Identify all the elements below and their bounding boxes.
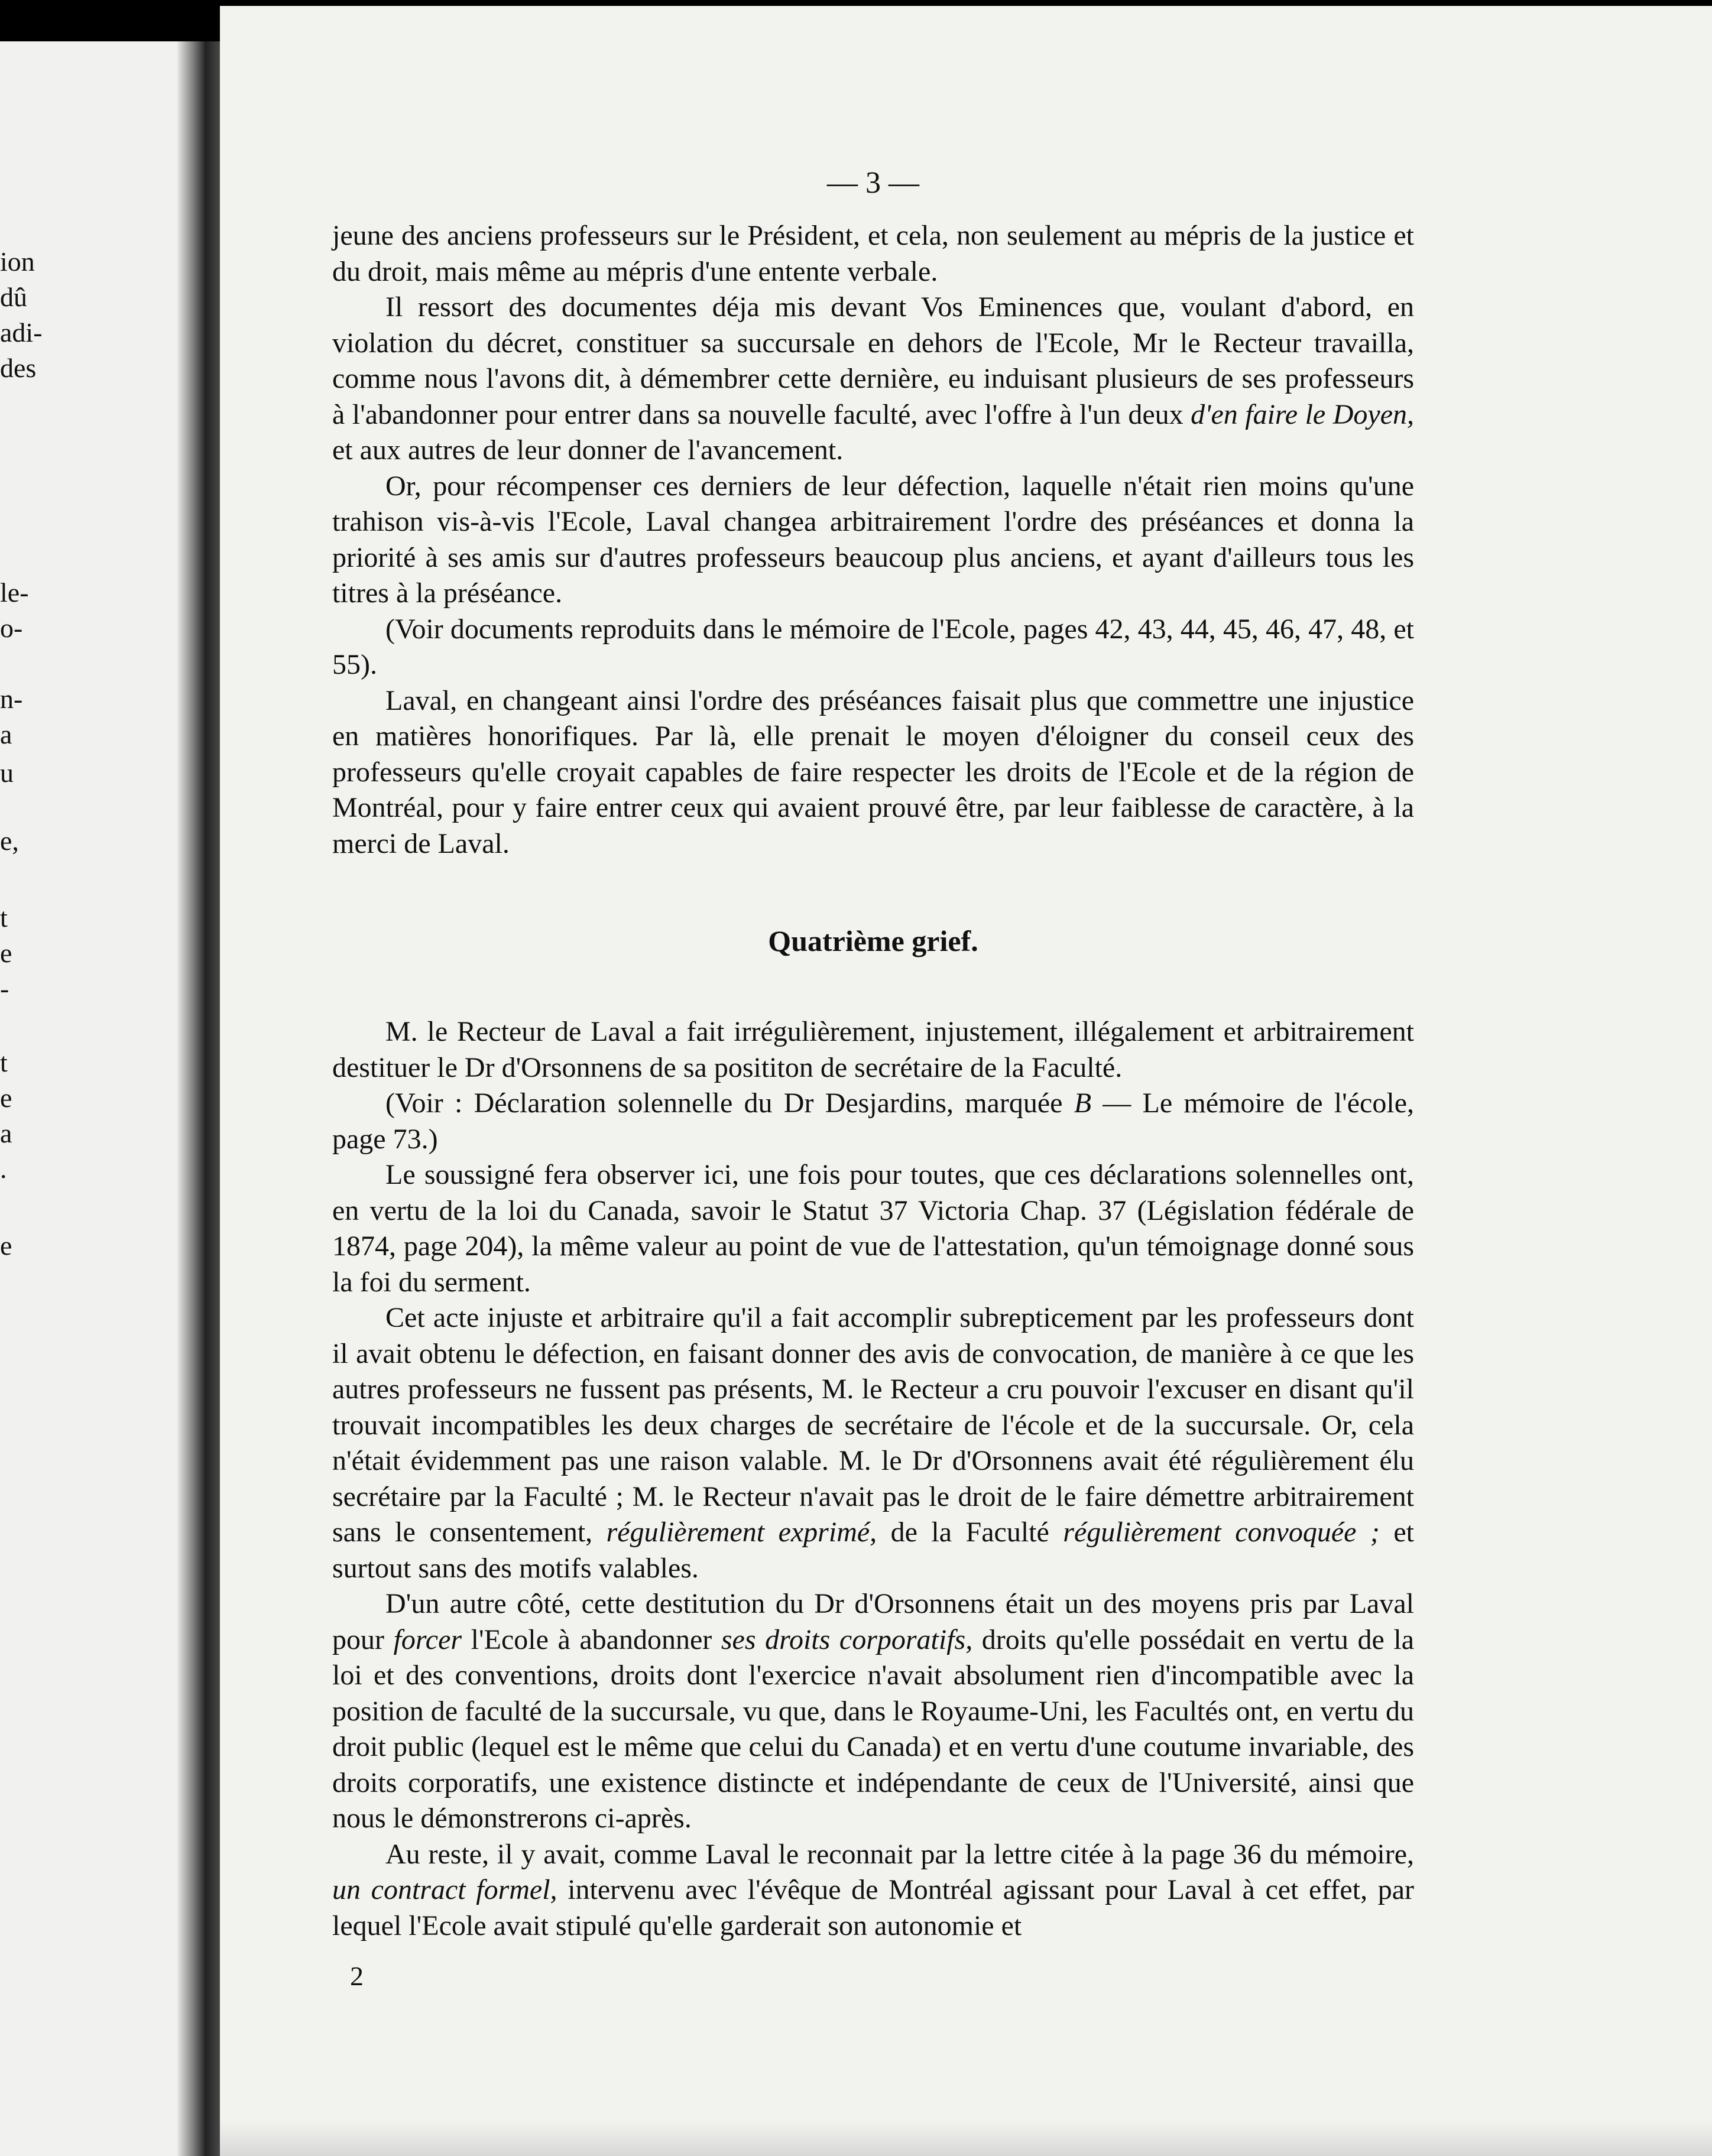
facing-page-fragment: - [0,973,9,1004]
facing-page-fragment: t [0,1047,8,1077]
facing-page-fragment: dû [0,282,27,312]
text-run: Au reste, il y avait, comme Laval le reconnait par la lettre citée à la page 36 du mémoire, [385,1838,1414,1870]
facing-page-fragment: t [0,902,8,933]
facing-page-fragment: a [0,1118,12,1148]
text-run: Cet acte injuste et arbitraire qu'il a fait accomplir subrepticement par les professeurs dont il avait obtenu le défection, en faisant donner des avis de convocation, de manière à ce que les autres professeurs ne fussent pas présents, M. le Recteur a cru pouvoir l'excuser en disant qu'il trouvait incompatibles les deux charges de secrétaire de l'école et de la succursale. Or, cela n'était évidemment pas une raison valable. M. le Dr d'Orsonnens avait été régulièrement élu secrétaire par la Faculté ; M. le Recteur n'avait pas le droit de le faire démettre arbitrairement sans le consentement, [332,1302,1414,1548]
facing-page-fragment: e, [0,826,19,856]
facing-page-fragment: des [0,353,37,383]
italic-run: ses droits corporatifs, [721,1624,973,1655]
facing-page-fragment: le- [0,577,29,608]
page-number: — 3 — [827,166,919,200]
paragraph: M. le Recteur de Laval a fait irrégulièrement, injustement, illégalement et arbitrairement destituer le Dr d'Orsonnens de sa posititon de secrétaire de la Faculté. [332,1016,1414,1083]
text-run: (Voir : Déclaration solennelle du Dr Desjardins, marquée [385,1087,1074,1119]
facing-page-fragment: ion [0,246,35,277]
italic-run: un contract formel, [332,1874,557,1905]
text-run: l'Ecole à abandonner [462,1624,721,1655]
text-run: et surtout sans des motifs valables. [332,1517,1415,1584]
facing-page-fragment: e [0,1230,12,1261]
paragraph: (Voir documents reproduits dans le mémoire de l'Ecole, pages 42, 43, 44, 45, 46, 47, 48, et 55). [332,613,1414,680]
text-run: — Le mémoire de l'école, page 73.) [332,1087,1415,1155]
italic-run: d'en faire le Doyen, [1191,398,1415,430]
paragraph: Le soussigné fera observer ici, une fois pour toutes, que ces déclarations solennelles ont, en vertu de la loi du Canada, savoir le Statut 37 Victoria Chap. 37 (Législation fédérale de 1874, page 204), la même valeur au point de vue de l'attestation, qu'un témoignage donné sous la foi du serment. [332,1159,1414,1298]
paragraph: Or, pour récompenser ces derniers de leur défection, laquelle n'était rien moins qu'une trahison vis-à-vis l'Ecole, Laval changea arbitrairement l'ordre des préséances et donna la priorité à ses amis sur d'autres professeurs beaucoup plus anciens, et ayant d'ailleurs tous les titres à la préséance. [332,470,1414,609]
text-run: de la Faculté [877,1517,1063,1548]
page-body [332,165,1414,1992]
facing-page-fragment: e [0,1083,12,1113]
page-edge-shadow [220,2121,1712,2156]
italic-run: régulièrement convoquée ; [1063,1517,1380,1548]
book-gutter [177,41,225,2156]
document-page [220,6,1712,2156]
facing-page-fragment: adi- [0,317,43,348]
italic-run: B [1074,1087,1092,1119]
text-run: droits qu'elle possédait en vertu de la loi et des conventions, droits dont l'exercice n'avait absolument rien d'incompatible avec la position de faculté de la succursale, vu que, dans le Royaume-Uni, les Facultés ont, en vertu du droit public (lequel est le même que celui du Canada) et en vertu d'une coutume invariable, des droits corporatifs, une existence distincte et indépendante de ceux de l'Université, ainsi que nous le démonstrerons ci-après. [332,1624,1415,1834]
paragraph [332,1837,1414,1944]
facing-page [0,41,195,2156]
facing-page-fragment: n- [0,684,23,714]
section-heading: Quatrième grief. [768,924,978,957]
text-run: et aux autres de leur donner de l'avancement. [332,434,844,466]
facing-page-fragment: . [0,1154,7,1184]
signature-mark: 2 [350,1961,364,1991]
facing-page-fragment: e [0,938,12,968]
text-run: D'un autre côté, cette destitution du Dr d'Orsonnens était un des moyens pris par Laval pour [332,1588,1414,1655]
facing-page-fragment: o- [0,613,23,643]
paragraph: Laval, en changeant ainsi l'ordre des préséances faisait plus que commettre une injustice en matières honorifiques. Par là, elle prenait le moyen d'éloigner du conseil ceux des professeurs qu'elle croyait capables de faire respecter les droits de l'Ecole et de la région de Montréal, pour y faire entrer ceux qui avaient prouvé être, par leur faiblesse de caractère, à la merci de Laval. [332,684,1414,859]
paragraph [332,290,1414,469]
facing-page-fragment: u [0,758,14,788]
paragraph [332,1586,1414,1837]
text-run: Il ressort des documentes déja mis devant Vos Eminences que, voulant d'abord, en violation du décret, constituer sa succursale en dehors de l'Ecole, Mr le Recteur travailla, comme nous l'avons dit, à démembrer cette dernière, eu induisant plusieurs de ses professeurs à l'abandonner pour entrer dans sa nouvelle faculté, avec l'offre à l'un deux [332,291,1414,430]
italic-run: forcer [393,1624,462,1655]
paragraph [332,1086,1414,1157]
facing-page-fragment: a [0,719,12,749]
italic-run: régulièrement exprimé, [606,1517,877,1548]
paragraph-continued: jeune des anciens professeurs sur le Président, et cela, non seulement au mépris de la justice et du droit, mais même au mépris d'une entente verbale. [332,220,1414,287]
text-run: intervenu avec l'évêque de Montréal agissant pour Laval à cet effet, par lequel l'Ecole avait stipulé qu'elle garderait son autonomie et [332,1874,1415,1941]
paragraph [332,1300,1414,1586]
